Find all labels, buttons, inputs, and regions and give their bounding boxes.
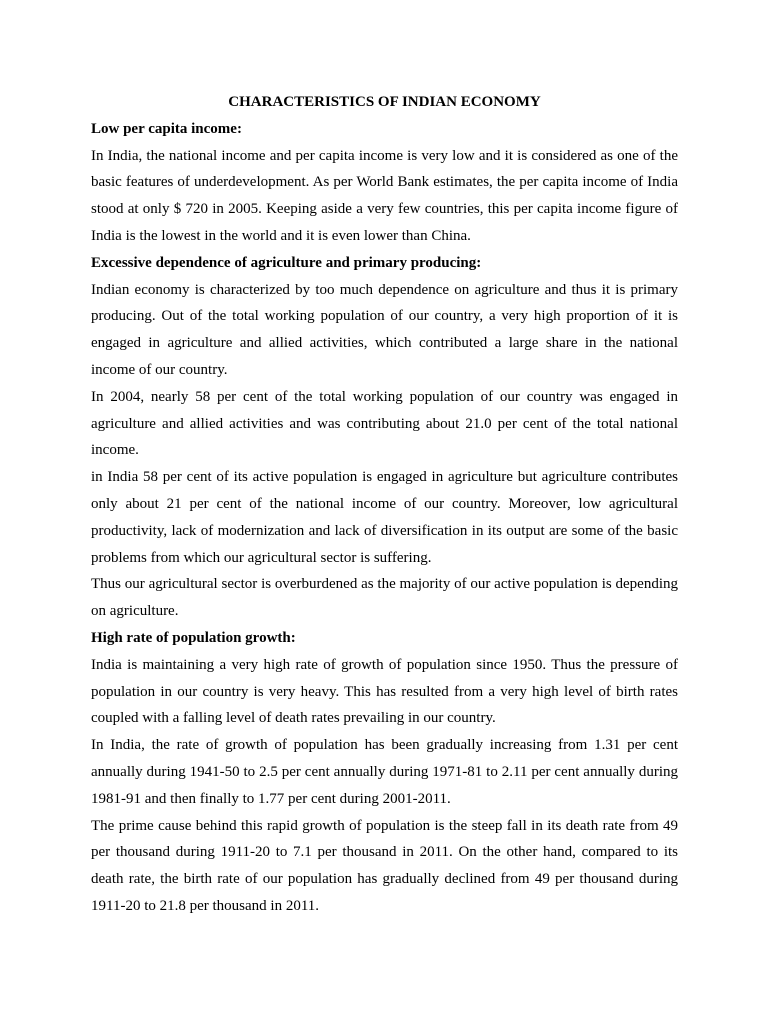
paragraph: In India, the rate of growth of population has been gradually increasing from 1.31 per cent annually during 1941-50 to 2.5 per cent annually during 1971-81 to 2.11 per cent annually during 1981-91 and then finally to 1.77 per cent during 2001-2011. bbox=[91, 737, 678, 807]
section-heading-low-per-capita-income: Low per capita income: bbox=[91, 120, 242, 137]
section-heading-population-growth: High rate of population growth: bbox=[91, 629, 296, 646]
section-heading-agriculture-dependence: Excessive dependence of agriculture and primary producing: bbox=[91, 254, 482, 271]
document-title: CHARACTERISTICS OF INDIAN ECONOMY bbox=[228, 94, 541, 110]
paragraph: In 2004, nearly 58 per cent of the total working population of our country was engaged in agriculture and allied activities and was contributing about 21.0 per cent of the total national income. bbox=[91, 388, 678, 459]
paragraph: Thus our agricultural sector is overburdened as the majority of our active population is depending on agriculture. bbox=[91, 576, 678, 620]
document-page bbox=[91, 88, 678, 920]
paragraph: Indian economy is characterized by too much dependence on agriculture and thus it is primary producing. Out of the total working population of our country, a very high proportion of it is engaged in agriculture and allied activities, which contributed a large share in the national income of our country. bbox=[91, 281, 678, 378]
paragraph: in India 58 per cent of its active population is engaged in agriculture but agriculture contributes only about 21 per cent of the national income of our country. Moreover, low agricultural productivity, lack of modernization and lack of diversification in its output are some of the basic problems from which our agricultural sector is suffering. bbox=[91, 469, 678, 566]
paragraph: India is maintaining a very high rate of growth of population since 1950. Thus the pressure of population in our country is very heavy. This has resulted from a very high level of birth rates coupled with a falling level of death rates prevailing in our country. bbox=[91, 656, 678, 727]
paragraph: The prime cause behind this rapid growth of population is the steep fall in its death rate from 49 per thousand during 1911-20 to 7.1 per thousand in 2011. On the other hand, compared to its death rate, the birth rate of our population has gradually declined from 49 per thousand during 1911-20 to 21.8 per thousand in 2011. bbox=[91, 817, 678, 914]
paragraph: In India, the national income and per capita income is very low and it is considered as one of the basic features of underdevelopment. As per World Bank estimates, the per capita income of India stood at only $ 720 in 2005. Keeping aside a very few countries, this per capita income figure of India is the lowest in the world and it is even lower than China. bbox=[91, 147, 678, 244]
